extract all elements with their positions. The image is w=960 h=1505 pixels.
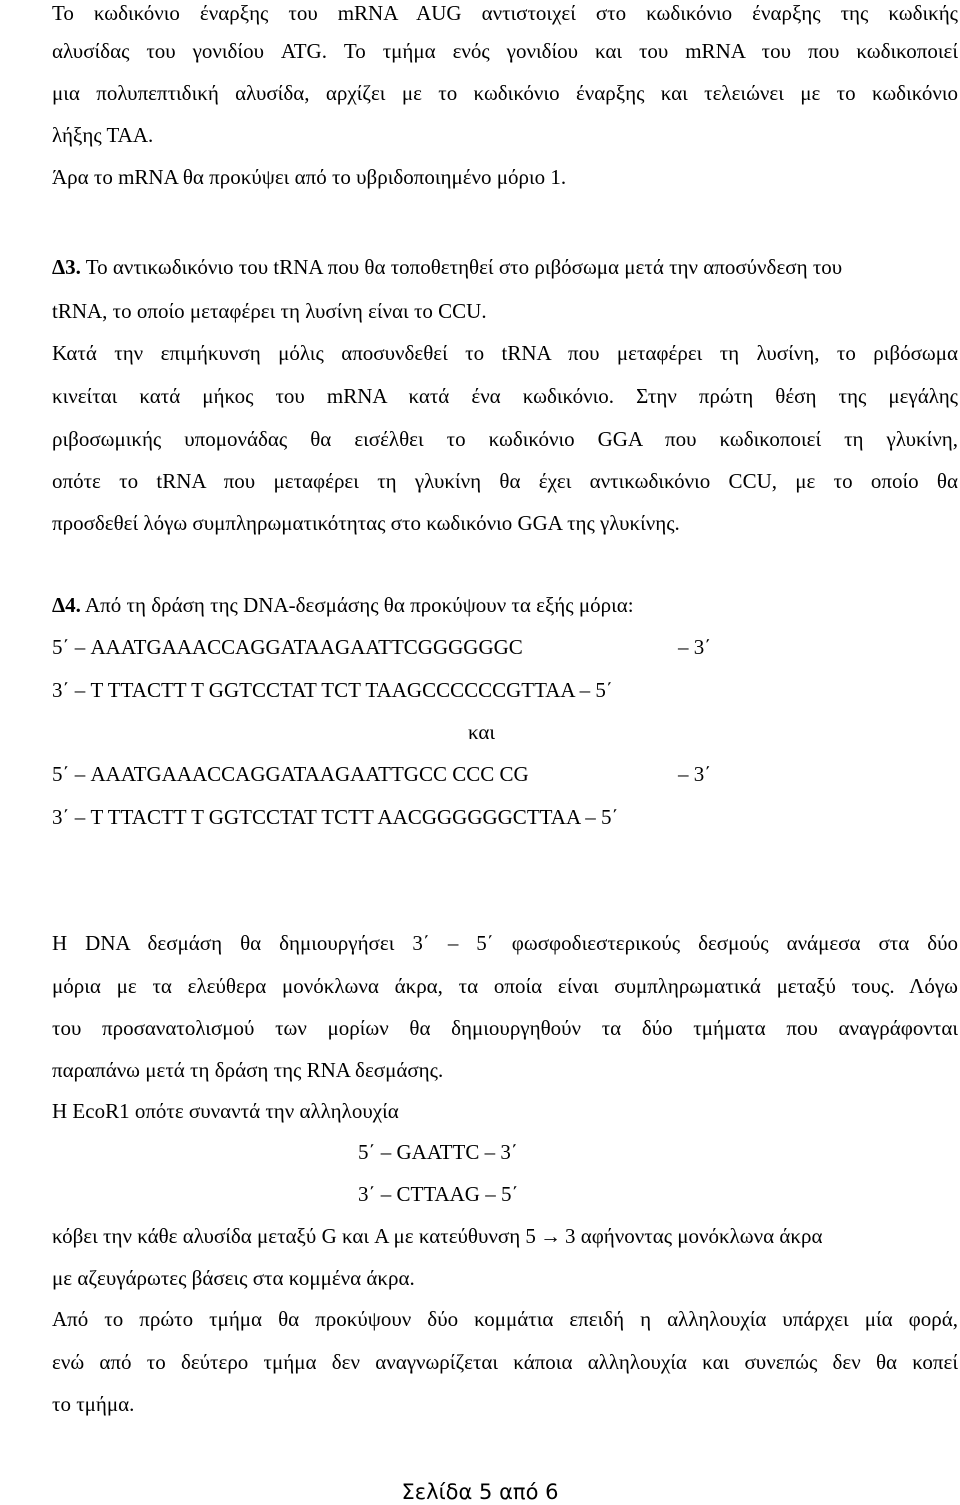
paragraph-line: Η EcoR1 οπότε συναντά την αλληλουχία xyxy=(52,1099,399,1123)
text-segment: κόβει την κάθε αλυσίδα μεταξύ G και A με κατεύθυνση 5 xyxy=(52,1224,536,1248)
paragraph-line-with-arrow xyxy=(52,1223,958,1249)
paragraph-line: μια πολυπεπτιδική αλυσίδα, αρχίζει με το κωδικόνιο έναρξης και τελειώνει με το κωδικόνιο xyxy=(52,81,958,105)
paragraph-line: ενώ από το δεύτερο τμήμα δεν αναγνωρίζεται κάποια αλληλουχία και συνεπώς δεν θα κοπεί xyxy=(52,1350,958,1374)
paragraph-line: Από τη δράση της DNA-δεσμάσης θα προκύψουν τα εξής μόρια: xyxy=(85,593,634,617)
dna-sequence-1-left: 5΄ – AAATGAAACCAGGATAAGAATTCGGGGGGC xyxy=(52,635,523,659)
dna-sequence-2: 3΄ – T TTACTT T GGTCCTAT TCT TAAGCCCCCCGTTAA – 5΄ xyxy=(52,678,613,702)
paragraph-line: οπότε το tRNA που μεταφέρει τη γλυκίνη θα έχει αντικωδικόνιο CCU, με το οποίο θα xyxy=(52,469,958,493)
paragraph-line: παραπάνω μετά τη δράση της RNA δεσμάσης. xyxy=(52,1058,444,1082)
paragraph-line: Το αντικωδικόνιο του tRNA που θα τοποθετηθεί στο ριβόσωμα μετά την αποσύνδεση του xyxy=(85,255,843,279)
paragraph-line: του προσανατολισμού των μορίων θα δημιουργηθούν τα δύο τμήματα που αναγράφονται xyxy=(52,1016,958,1040)
paragraph-line: προσδεθεί λόγω συμπληρωματικότητας στο κωδικόνιο GGA της γλυκίνης. xyxy=(52,511,680,535)
paragraph-line: Το κωδικόνιο έναρξης του mRNA AUG αντιστοιχεί στο κωδικόνιο έναρξης της κωδικής xyxy=(52,1,958,25)
paragraph-line: μόρια με τα ελεύθερα μονόκλωνα άκρα, τα οποία είναι συμπληρωματικά μεταξύ τους. Λόγω xyxy=(52,974,958,998)
paragraph-line: το τμήμα. xyxy=(52,1392,135,1416)
section-d3-first-line xyxy=(52,254,958,280)
paragraph-line: ριβοσωμικής υπομονάδας θα εισέλθει το κωδικόνιο GGA που κωδικοποιεί τη γλυκίνη, xyxy=(52,427,958,451)
paragraph-line: Η DNA δεσμάση θα δημιουργήσει 3΄ – 5΄ φωσφοδιεστερικούς δεσμούς ανάμεσα στα δύο xyxy=(52,931,958,955)
paragraph-line: Άρα το mRNA θα προκύψει από το υβριδοποιημένο μόριο 1. xyxy=(52,165,567,189)
right-arrow-icon: → xyxy=(539,1224,561,1248)
dna-sequence-4: 3΄ – T TTACTT T GGTCCTAT TCTT AACGGGGGGCTTAA – 5΄ xyxy=(52,805,619,829)
conjunction-and: και xyxy=(468,720,496,744)
paragraph-line: με αζευγάρωτες βάσεις στα κομμένα άκρα. xyxy=(52,1266,415,1290)
paragraph-line: Από το πρώτο τμήμα θα προκύψουν δύο κομμάτια επειδή η αλληλουχία υπάρχει μία φορά, xyxy=(52,1307,958,1331)
dna-sequence-3-left: 5΄ – AAATGAAACCAGGATAAGAATTGCC CCC CG xyxy=(52,762,529,786)
ecor1-sequence-top: 5΄ – GAATTC – 3΄ xyxy=(358,1140,518,1164)
section-d4-first-line xyxy=(52,592,634,618)
dna-sequence-1-right: – 3΄ xyxy=(678,635,712,659)
paragraph-line: Κατά την επιμήκυνση μόλις αποσυνδεθεί το tRNA που μεταφέρει τη λυσίνη, το ριβόσωμα xyxy=(52,341,958,365)
paragraph-line: αλυσίδας του γονιδίου ATG. Το τμήμα ενός γονιδίου και του mRNA του που κωδικοποιεί xyxy=(52,39,958,63)
paragraph-line: tRNA, το οποίο μεταφέρει τη λυσίνη είναι το CCU. xyxy=(52,299,487,323)
section-label-d3: Δ3. xyxy=(52,255,81,279)
paragraph-line: κινείται κατά μήκος του mRNA κατά ένα κωδικόνιο. Στην πρώτη θέση της μεγάλης xyxy=(52,384,958,408)
page-footer: Σελίδα 5 από 6 xyxy=(401,1480,559,1504)
section-label-d4: Δ4. xyxy=(52,593,81,617)
text-segment: 3 αφήνοντας μονόκλωνα άκρα xyxy=(564,1224,823,1248)
paragraph-line: λήξης ΤΑΑ. xyxy=(52,123,154,147)
dna-sequence-3-right: – 3΄ xyxy=(678,762,712,786)
ecor1-sequence-bottom: 3΄ – CTTAAG – 5΄ xyxy=(358,1182,519,1206)
